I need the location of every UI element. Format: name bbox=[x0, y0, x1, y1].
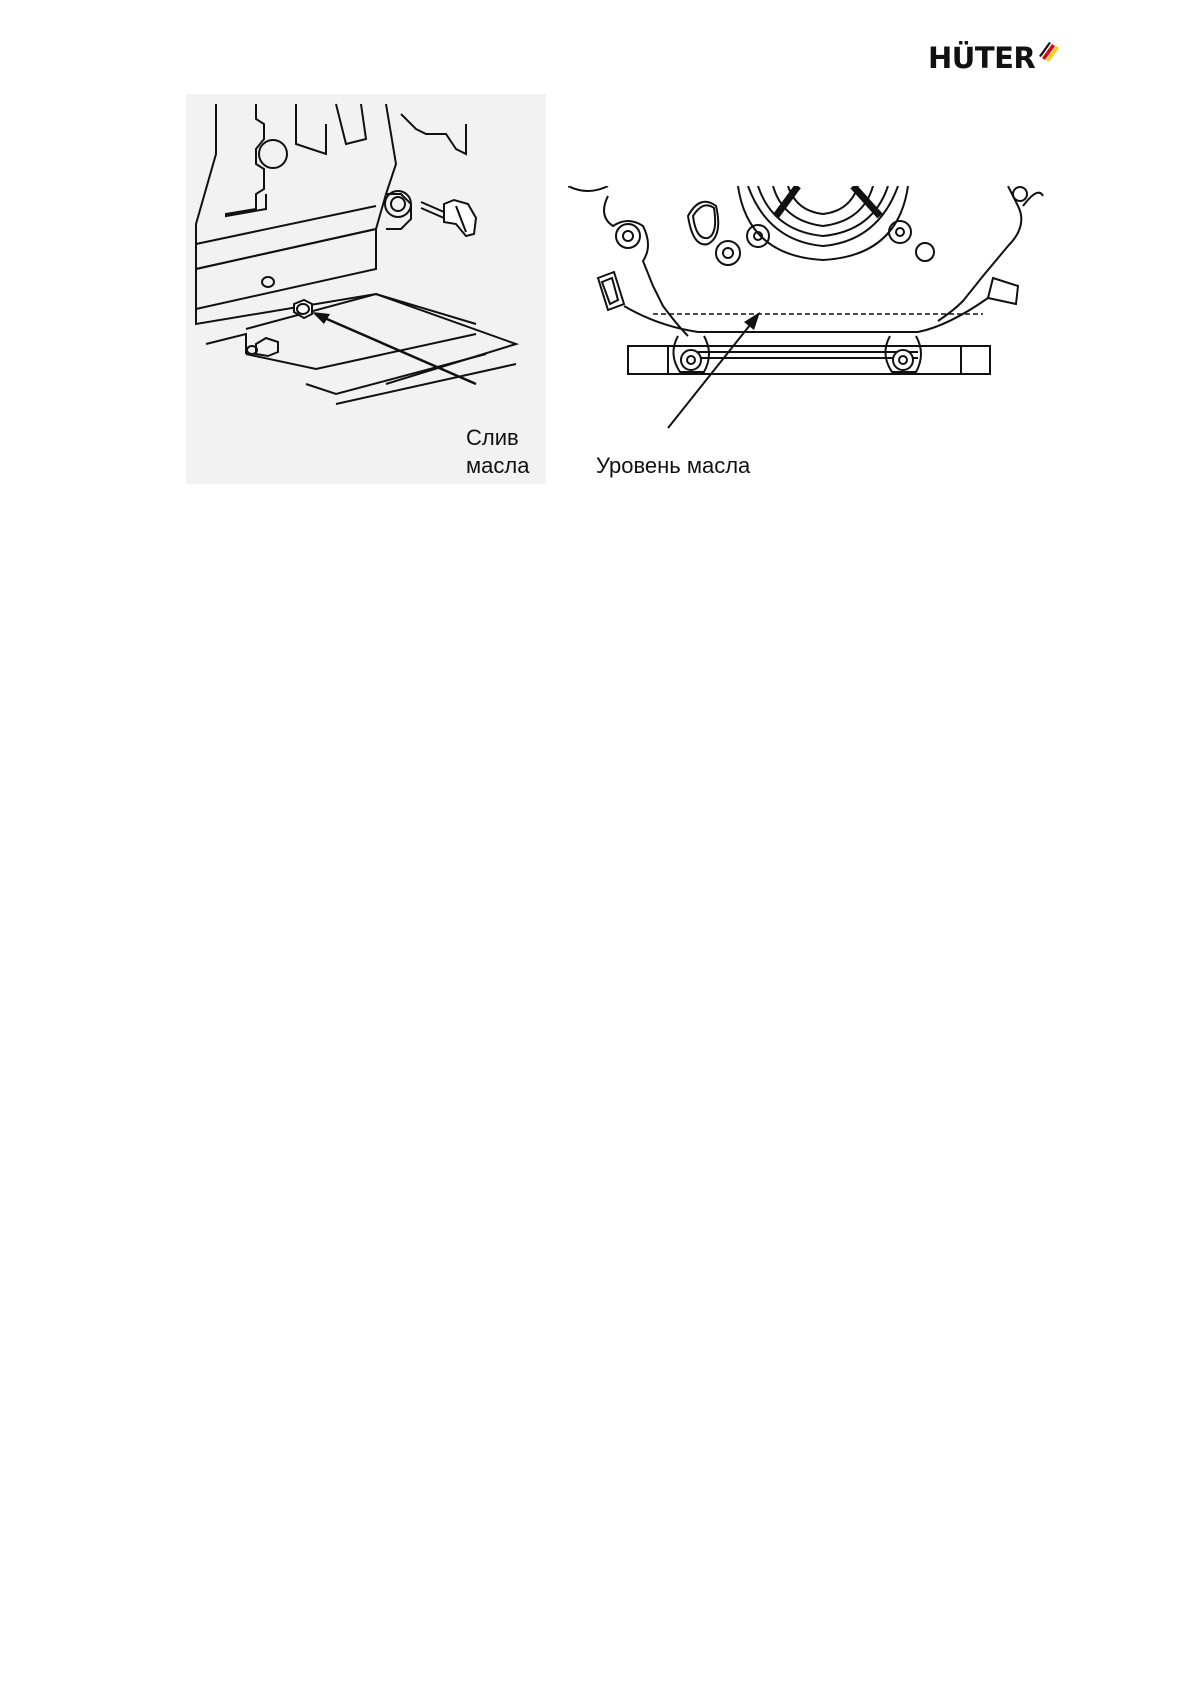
oil-drain-label: Слив масла bbox=[466, 425, 530, 478]
oil-service-figure bbox=[186, 94, 1048, 484]
oil-level-label: Уровень масла bbox=[596, 453, 751, 478]
brand-flag-icon bbox=[1038, 40, 1060, 62]
brand-logo bbox=[928, 40, 1060, 80]
engine-rear-drawing bbox=[568, 186, 1048, 486]
brand-logo-text: HÜTER bbox=[928, 41, 1036, 75]
